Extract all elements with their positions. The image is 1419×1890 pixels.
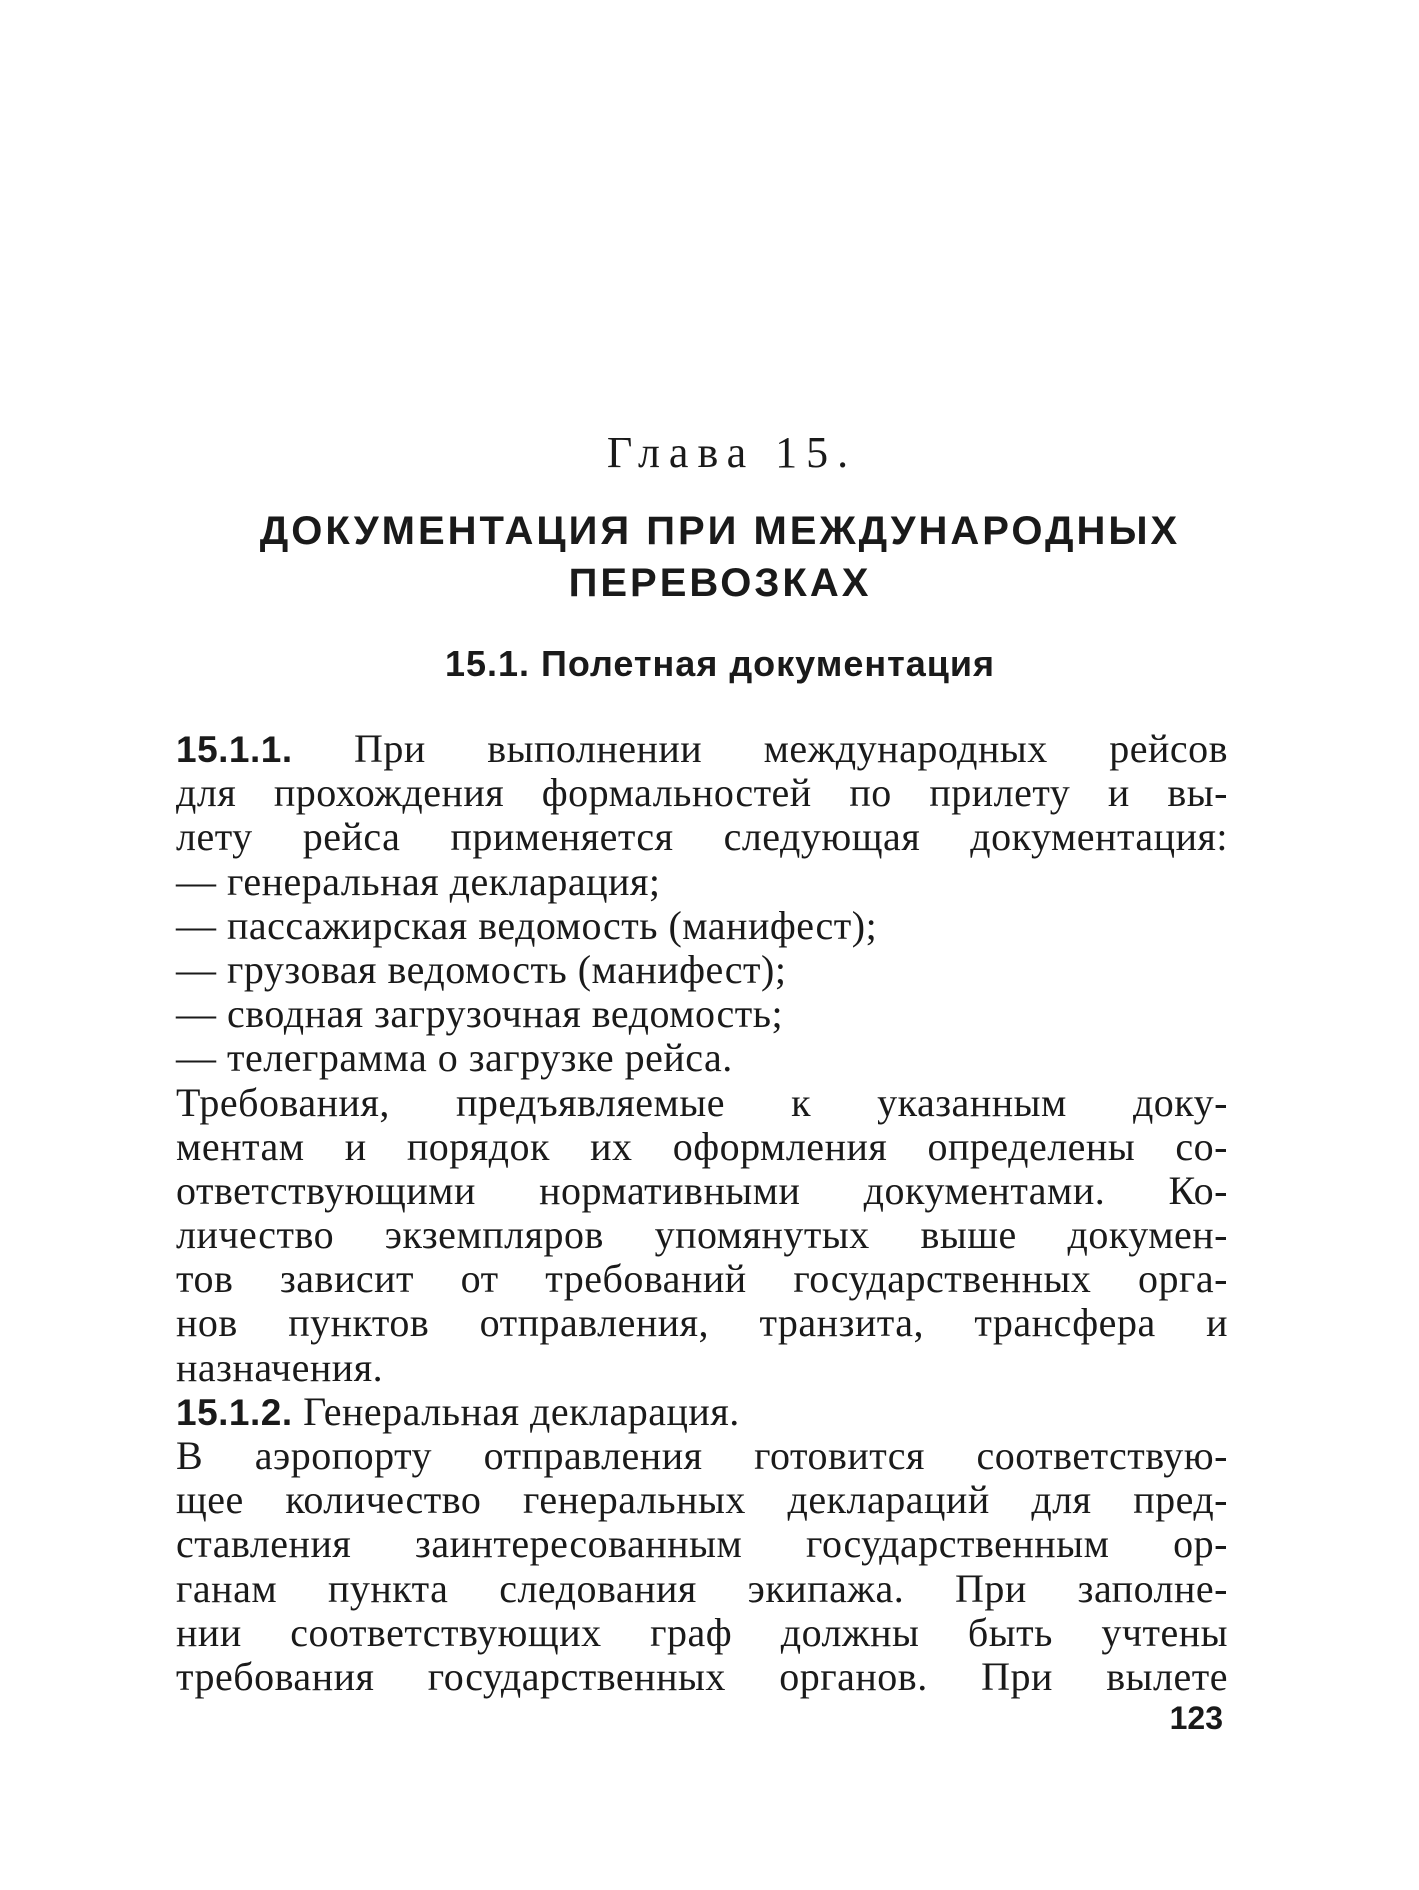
paragraph-declaration-line: В аэропорту отправления готовится соответствую- bbox=[176, 1433, 1228, 1478]
paragraph-15-1-2-line bbox=[176, 1390, 1228, 1434]
paragraph-requirements-line: тов зависит от требований государственных орга- bbox=[176, 1256, 1228, 1302]
list-item: — телеграмма о загрузке рейса. bbox=[176, 1035, 733, 1081]
paragraph-requirements-line: Требования, предъявляемые к указанным доку- bbox=[176, 1079, 1228, 1125]
paragraph-requirements-line: назначения. bbox=[176, 1344, 384, 1390]
list-item: — грузовая ведомость (манифест); bbox=[176, 946, 787, 992]
paragraph-requirements-line: нов пунктов отправления, транзита, трансфера и bbox=[176, 1300, 1228, 1346]
text-run: При выполнении международных рейсов bbox=[292, 726, 1228, 771]
paragraph-declaration-line: требования государственных органов. При вылете bbox=[176, 1653, 1228, 1699]
section-heading: 15.1. Полетная документация bbox=[444, 643, 996, 684]
paragraph-15-1-1-line bbox=[176, 727, 1228, 771]
paragraph-declaration-line: щее количество генеральных деклараций для пред- bbox=[176, 1477, 1228, 1523]
list-item: — генеральная декларация; bbox=[176, 858, 661, 904]
paragraph-15-1-1-line: для прохождения формальностей по прилету и вы- bbox=[176, 770, 1228, 816]
text-run: Генеральная декларация. bbox=[292, 1388, 740, 1434]
chapter-title-line-1: ДОКУМЕНТАЦИЯ ПРИ МЕЖДУНАРОДНЫХ bbox=[259, 509, 1181, 553]
paragraph-declaration-line: нии соответствующих граф должны быть учтены bbox=[176, 1609, 1228, 1655]
list-item: — пассажирская ведомость (манифест); bbox=[176, 902, 878, 948]
chapter-title bbox=[190, 505, 1250, 609]
paragraph-declaration-line: ганам пункта следования экипажа. При заполне- bbox=[176, 1565, 1228, 1611]
clause-number: 15.1.2. bbox=[176, 1391, 293, 1433]
paragraph-requirements-line: личество экземпляров упомянутых выше докумен- bbox=[176, 1212, 1228, 1258]
paragraph-requirements-line: ответствующими нормативными документами. Ко- bbox=[176, 1167, 1228, 1213]
paragraph-declaration-line: ставления заинтересованным государственным ор- bbox=[176, 1521, 1228, 1567]
paragraph-requirements-line: ментам и порядок их оформления определены со- bbox=[176, 1123, 1228, 1169]
body-text bbox=[176, 727, 1228, 1699]
list-item: — сводная загрузочная ведомость; bbox=[176, 991, 784, 1037]
paragraph-15-1-1-line: лету рейса применяется следующая документация: bbox=[176, 814, 1228, 860]
page-number: 123 bbox=[1169, 1700, 1223, 1736]
clause-number: 15.1.1. bbox=[176, 729, 293, 770]
chapter-heading: Глава 15. bbox=[606, 428, 858, 477]
chapter-title-line-2: ПЕРЕВОЗКАХ bbox=[568, 561, 872, 605]
